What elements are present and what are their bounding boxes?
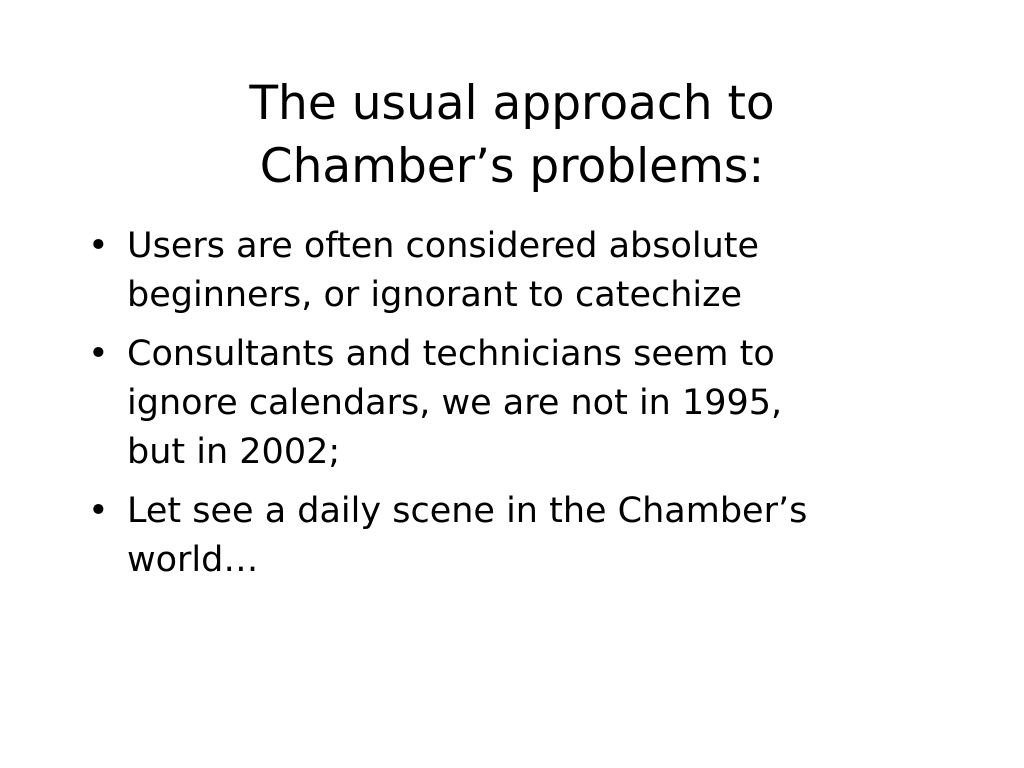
- title-line-2: Chamber’s problems:: [259, 139, 765, 194]
- bullet-list: [88, 222, 968, 595]
- bullet-item-users: [88, 222, 968, 320]
- bullet-dot-icon: •: [88, 334, 109, 374]
- title-line-1: The usual approach to: [249, 76, 775, 131]
- bullet-line: beginners, or ignorant to catechize: [127, 275, 743, 315]
- bullet-item-consultants: [88, 330, 968, 477]
- bullet-line: Let see a daily scene in the Chamber’s: [127, 491, 808, 531]
- slide-title: [120, 72, 904, 198]
- bullet-line: Users are often considered absolute: [127, 226, 760, 266]
- bullet-dot-icon: •: [88, 491, 109, 531]
- bullet-line: Consultants and technicians seem to: [127, 334, 775, 374]
- bullet-dot-icon: •: [88, 226, 109, 266]
- bullet-line: ignore calendars, we are not in 1995,: [127, 383, 783, 423]
- bullet-item-daily-scene: [88, 487, 968, 585]
- bullet-line: but in 2002;: [127, 432, 341, 472]
- bullet-line: world…: [127, 540, 259, 580]
